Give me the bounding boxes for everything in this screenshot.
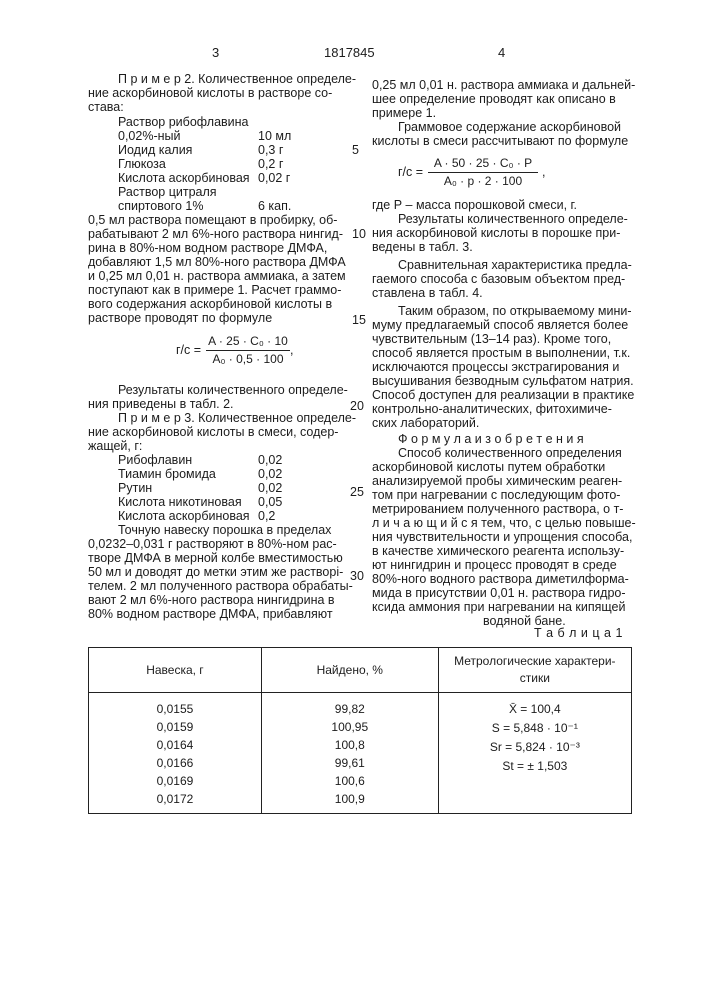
line-number: 20 <box>350 399 364 413</box>
table-cell: 0,0172 <box>156 792 194 806</box>
results-table <box>88 647 632 814</box>
table-cell: 0,0159 <box>156 720 194 734</box>
right-line: ния аскорбиновой кислоты в порошке при- <box>372 226 621 240</box>
left-line: жащей, г: <box>88 439 143 453</box>
table-cell: 0,0169 <box>156 774 194 788</box>
composition-value: 0,02 <box>258 467 283 481</box>
table-cell: 0,0166 <box>156 756 194 770</box>
right-line: ют нингидрин и процесс проводят в среде <box>372 558 617 572</box>
right-line: 0,25 мл 0,01 н. раствора аммиака и дальней- <box>372 78 636 92</box>
column-header-line: стики <box>519 671 550 685</box>
table-cell: 100,9 <box>334 792 365 806</box>
formula-denominator: A₀ · 0,5 · 100 <box>212 352 284 366</box>
composition-value: 0,02 <box>258 453 283 467</box>
formula-lhs: г/с = <box>176 343 202 357</box>
composition-value: 0,05 <box>258 495 283 509</box>
column-header-line: Метрологические характери- <box>454 654 616 668</box>
left-line: Иодид калия <box>118 143 193 157</box>
formula-tail: , <box>290 343 294 357</box>
metric-mean: X̄ = 100,4 <box>508 702 561 716</box>
right-line: Результаты количественного определе- <box>398 212 628 226</box>
left-line: вают 2 мл 6%-ного раствора нингидрина в <box>88 593 335 607</box>
line-number: 25 <box>350 485 364 499</box>
left-line: добавляют 1,5 мл 80%-ного раствора ДМФА <box>88 255 346 269</box>
left-line: 0,02%-ный <box>118 129 181 143</box>
right-line: ксида аммония при нагревании на кипящей <box>372 600 626 614</box>
table-cell: 99,82 <box>334 702 365 716</box>
right-line: кислоты в смеси рассчитывают по формуле <box>372 134 629 148</box>
right-line: чувствительным (13–14 раз). Кроме того, <box>372 332 612 346</box>
left-line: става: <box>88 100 124 114</box>
right-line: исключаются процессы экстрагирования и <box>372 360 620 374</box>
left-line: Рутин <box>118 481 153 495</box>
table-caption: Т а б л и ц а 1 <box>534 626 623 640</box>
page-number-right: 4 <box>498 45 506 60</box>
right-line: ских лабораторий. <box>372 416 480 430</box>
left-line: Точную навеску порошка в пределах <box>118 523 332 537</box>
patent-number: 1817845 <box>324 45 375 60</box>
right-line: высушивания безводным сульфатом натрия. <box>372 374 634 388</box>
left-line: 0,5 мл раствора помещают в пробирку, об- <box>88 213 338 227</box>
table-cell: 0,0155 <box>156 702 194 716</box>
right-line: ставлена в табл. 4. <box>372 286 483 300</box>
left-line: Рибофлавин <box>118 453 193 467</box>
composition-value: 0,2 г <box>258 157 284 171</box>
right-line: ведены в табл. 3. <box>372 240 473 254</box>
right-line: способ является простым в выполнении, т.к. <box>372 346 631 360</box>
left-line: спиртового 1% <box>118 199 204 213</box>
line-number: 10 <box>352 227 366 241</box>
right-line: Таким образом, по открываемому мини- <box>398 304 632 318</box>
right-line: Сравнительная характеристика предла- <box>398 258 632 272</box>
composition-value: 0,02 г <box>258 171 291 185</box>
column-header: Навеска, г <box>89 648 262 693</box>
metric-rel-std: Sr = 5,824 · 10⁻³ <box>489 740 580 754</box>
composition-value: 0,3 г <box>258 143 284 157</box>
left-line: телем. 2 мл полученного раствора обрабаты- <box>88 579 353 593</box>
page-number-left: 3 <box>212 45 220 60</box>
left-line: П р и м е р 2. Количественное определе- <box>118 72 357 86</box>
column-header: Найдено, % <box>261 648 438 693</box>
line-number: 5 <box>352 143 359 157</box>
right-line: гаемого способа с базовым объектом пред- <box>372 272 626 286</box>
right-line: муму предлагаемый способ является более <box>372 318 629 332</box>
table-body-row <box>89 693 632 814</box>
claims-heading: Ф о р м у л а и з о б р е т е н и я <box>398 432 584 446</box>
left-line: растворе проводят по формуле <box>88 311 273 325</box>
formula-numerator: A · 25 · C₀ · 10 <box>208 334 288 348</box>
right-line: водяной бане. <box>483 614 566 628</box>
left-line: 50 мл и доводят до метки этим же растворі- <box>88 565 344 579</box>
formula-numerator: A · 50 · 25 · C₀ · P <box>433 156 533 170</box>
left-line: творе ДМФА в мерной колбе вместимостью <box>88 551 343 565</box>
left-line: Кислота аскорбиновая <box>118 509 250 523</box>
right-line: примере 1. <box>372 106 437 120</box>
left-line: 80% водном растворе ДМФА, прибавляют <box>88 607 333 621</box>
right-line: мида в присутствии 0,01 н. раствора гидро- <box>372 586 626 600</box>
left-line: 0,0232–0,031 г растворяют в 80%-ном рас- <box>88 537 337 551</box>
left-line: Кислота аскорбиновая <box>118 171 250 185</box>
right-line: метрированием полученного раствора, о т- <box>372 502 624 516</box>
left-line: ние аскорбиновой кислоты в растворе со- <box>88 86 333 100</box>
table-cell: 100,6 <box>334 774 365 788</box>
left-line: Результаты количественного определе- <box>118 383 348 397</box>
table-header-row <box>89 648 632 693</box>
table-cell: 0,0164 <box>156 738 194 752</box>
masses-column <box>89 693 262 814</box>
left-line: Тиамин бромида <box>118 467 216 481</box>
right-line: в качестве химического реагента использу- <box>372 544 625 558</box>
metric-confidence: St = ± 1,503 <box>502 759 568 773</box>
left-line: рабатывают 2 мл 6%-ного раствора нингид- <box>88 227 343 241</box>
left-line: рина в 80%-ном водном растворе ДМФА, <box>88 241 328 255</box>
line-number: 15 <box>352 313 366 327</box>
right-line: Способ количественного определения <box>398 446 622 460</box>
metric-std: S = 5,848 · 10⁻¹ <box>491 721 578 735</box>
left-line: и 0,25 мл 0,01 н. раствора аммиака, а затем <box>88 269 346 283</box>
formula-lhs: г/с = <box>398 165 424 179</box>
left-line: Глюкоза <box>118 157 166 171</box>
table-cell: 100,8 <box>334 738 365 752</box>
formula-tail: , <box>542 165 546 179</box>
left-line: ние аскорбиновой кислоты в смеси, содер- <box>88 425 339 439</box>
composition-value: 0,2 <box>258 509 276 523</box>
left-line: поступают как в примере 1. Расчет граммо- <box>88 283 342 297</box>
fraction-bar <box>206 350 290 351</box>
right-line: том при нагревании с последующим фото- <box>372 488 621 502</box>
left-line: Кислота никотиновая <box>118 495 242 509</box>
left-line: Раствор рибофлавина <box>118 115 249 129</box>
composition-value: 6 кап. <box>258 199 292 213</box>
metrics-column <box>438 693 631 814</box>
right-line: л и ч а ю щ и й с я тем, что, с целью повыше- <box>372 516 636 530</box>
left-line: вого содержания аскорбиновой кислоты в <box>88 297 333 311</box>
right-line: шее определение проводят как описано в <box>372 92 616 106</box>
line-number: 30 <box>350 569 364 583</box>
composition-value: 10 мл <box>258 129 292 143</box>
found-column <box>261 693 438 814</box>
right-line: аскорбиновой кислоты путем обработки <box>372 460 606 474</box>
left-line: Раствор цитраля <box>118 185 217 199</box>
right-line: где Р – масса порошковой смеси, г. <box>372 198 578 212</box>
right-line: ния чувствительности и упрощения способа, <box>372 530 633 544</box>
column-header <box>438 648 631 693</box>
left-line: ния приведены в табл. 2. <box>88 397 234 411</box>
table-cell: 100,95 <box>331 720 369 734</box>
right-line: Способ доступен для реализации в практике <box>372 388 635 402</box>
table-cell: 99,61 <box>334 756 365 770</box>
right-line: Граммовое содержание аскорбиновой <box>398 120 622 134</box>
right-line: 80%-ного водного раствора диметилформа- <box>372 572 629 586</box>
formula-denominator: A₀ · p · 2 · 100 <box>443 174 523 188</box>
composition-value: 0,02 <box>258 481 283 495</box>
left-line: П р и м е р 3. Количественное определе- <box>118 411 357 425</box>
right-line: анализируемой пробы химическим реаген- <box>372 474 623 488</box>
fraction-bar <box>428 172 538 173</box>
right-line: контрольно-аналитических, фитохимиче- <box>372 402 612 416</box>
